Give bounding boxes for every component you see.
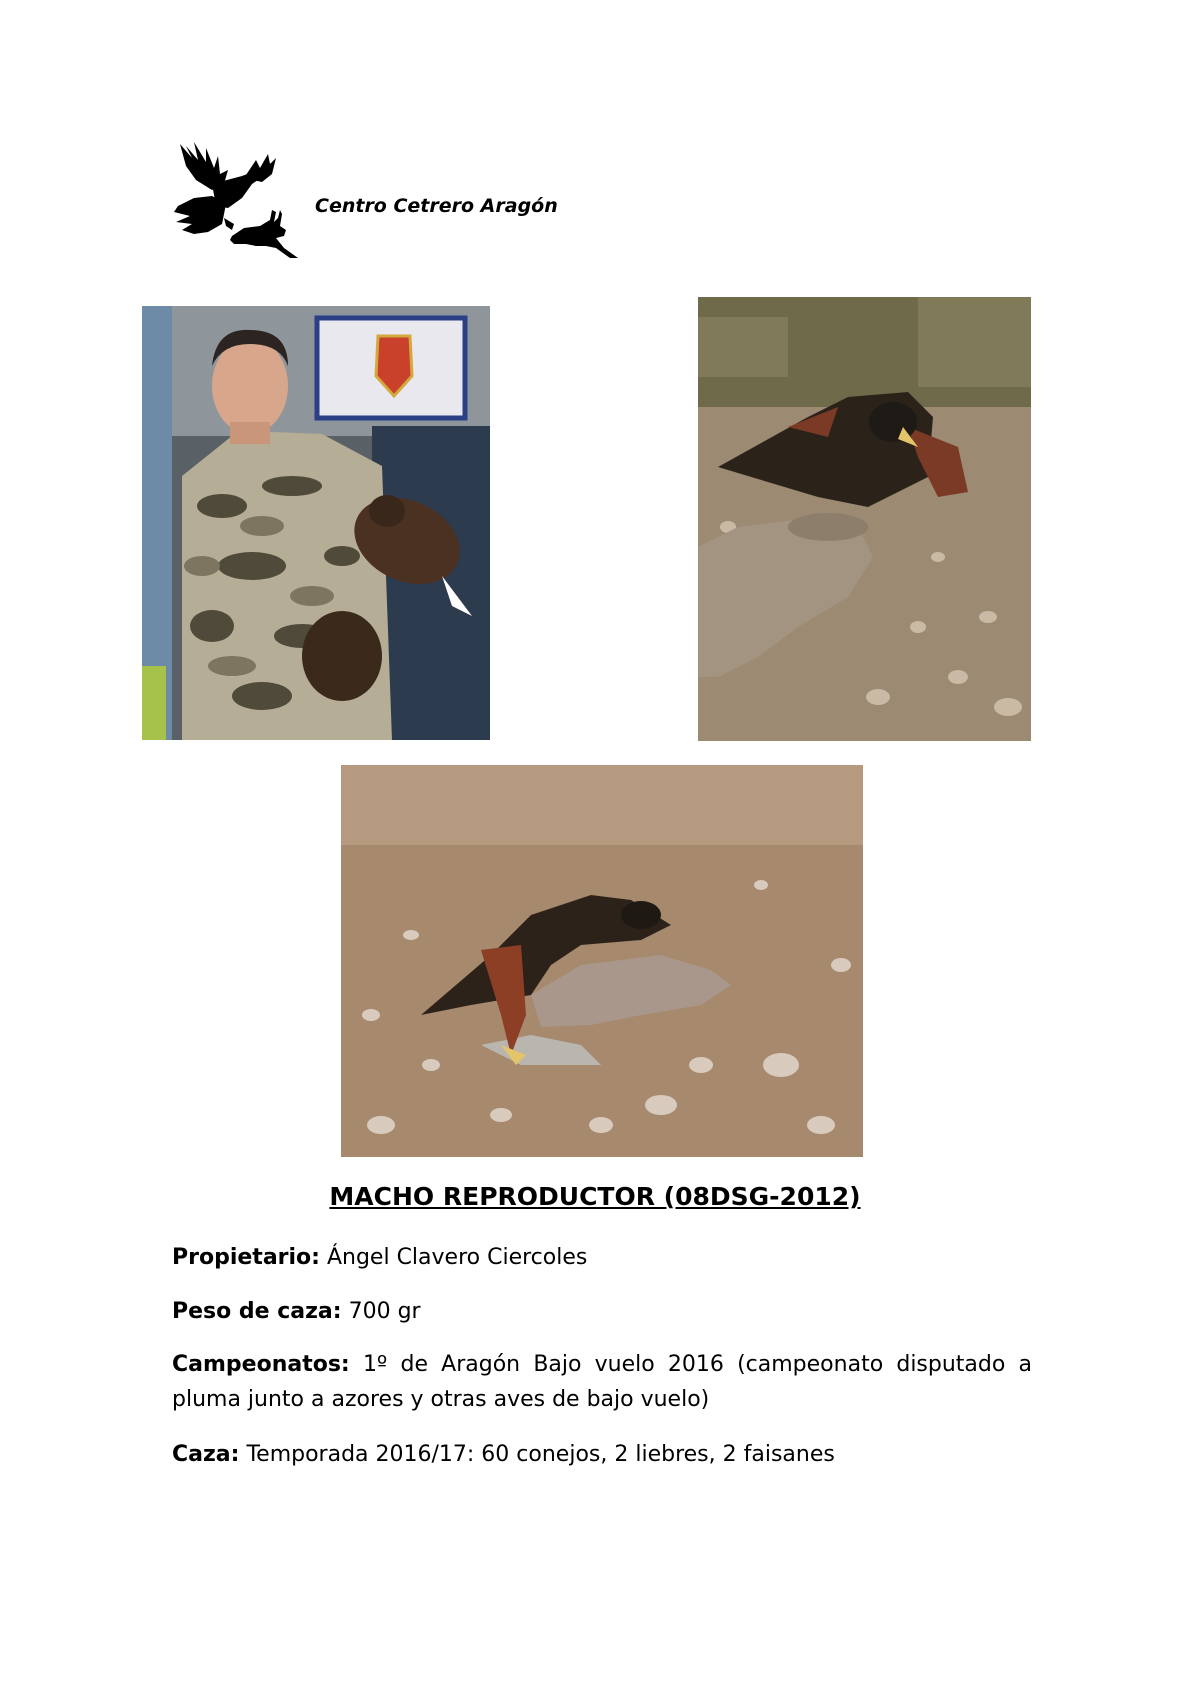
championships-field: [172, 1347, 1032, 1417]
hunting-record-value: Temporada 2016/17: 60 conejos, 2 liebres, 2 faisanes: [246, 1442, 835, 1467]
owner-label: Propietario:: [172, 1245, 320, 1270]
falcon-hare-logo-icon: [172, 140, 300, 268]
specimen-title: MACHO REPRODUCTOR (08DSG-2012): [329, 1182, 861, 1211]
championships-label: Campeonatos:: [172, 1352, 350, 1377]
hunting-weight-field: [172, 1294, 1032, 1329]
hunting-weight-value: 700 gr: [348, 1299, 421, 1324]
hunting-record-label: Caza:: [172, 1442, 240, 1467]
photo-hawk-on-prey-ground: [341, 765, 863, 1157]
photo-man-with-hawk: [142, 306, 490, 740]
hunting-weight-label: Peso de caza:: [172, 1299, 342, 1324]
hunting-record-field: [172, 1437, 1032, 1472]
photo-hawk-with-rabbit: [698, 297, 1031, 741]
org-name: Centro Cetrero Aragón: [315, 195, 558, 217]
owner-value: Ángel Clavero Ciercoles: [326, 1245, 588, 1270]
owner-field: [172, 1240, 1032, 1275]
championships-value: 1º de Aragón Bajo vuelo 2016 (campeonato disputado a pluma junto a azores y otras aves de bajo vuelo): [172, 1352, 1033, 1412]
